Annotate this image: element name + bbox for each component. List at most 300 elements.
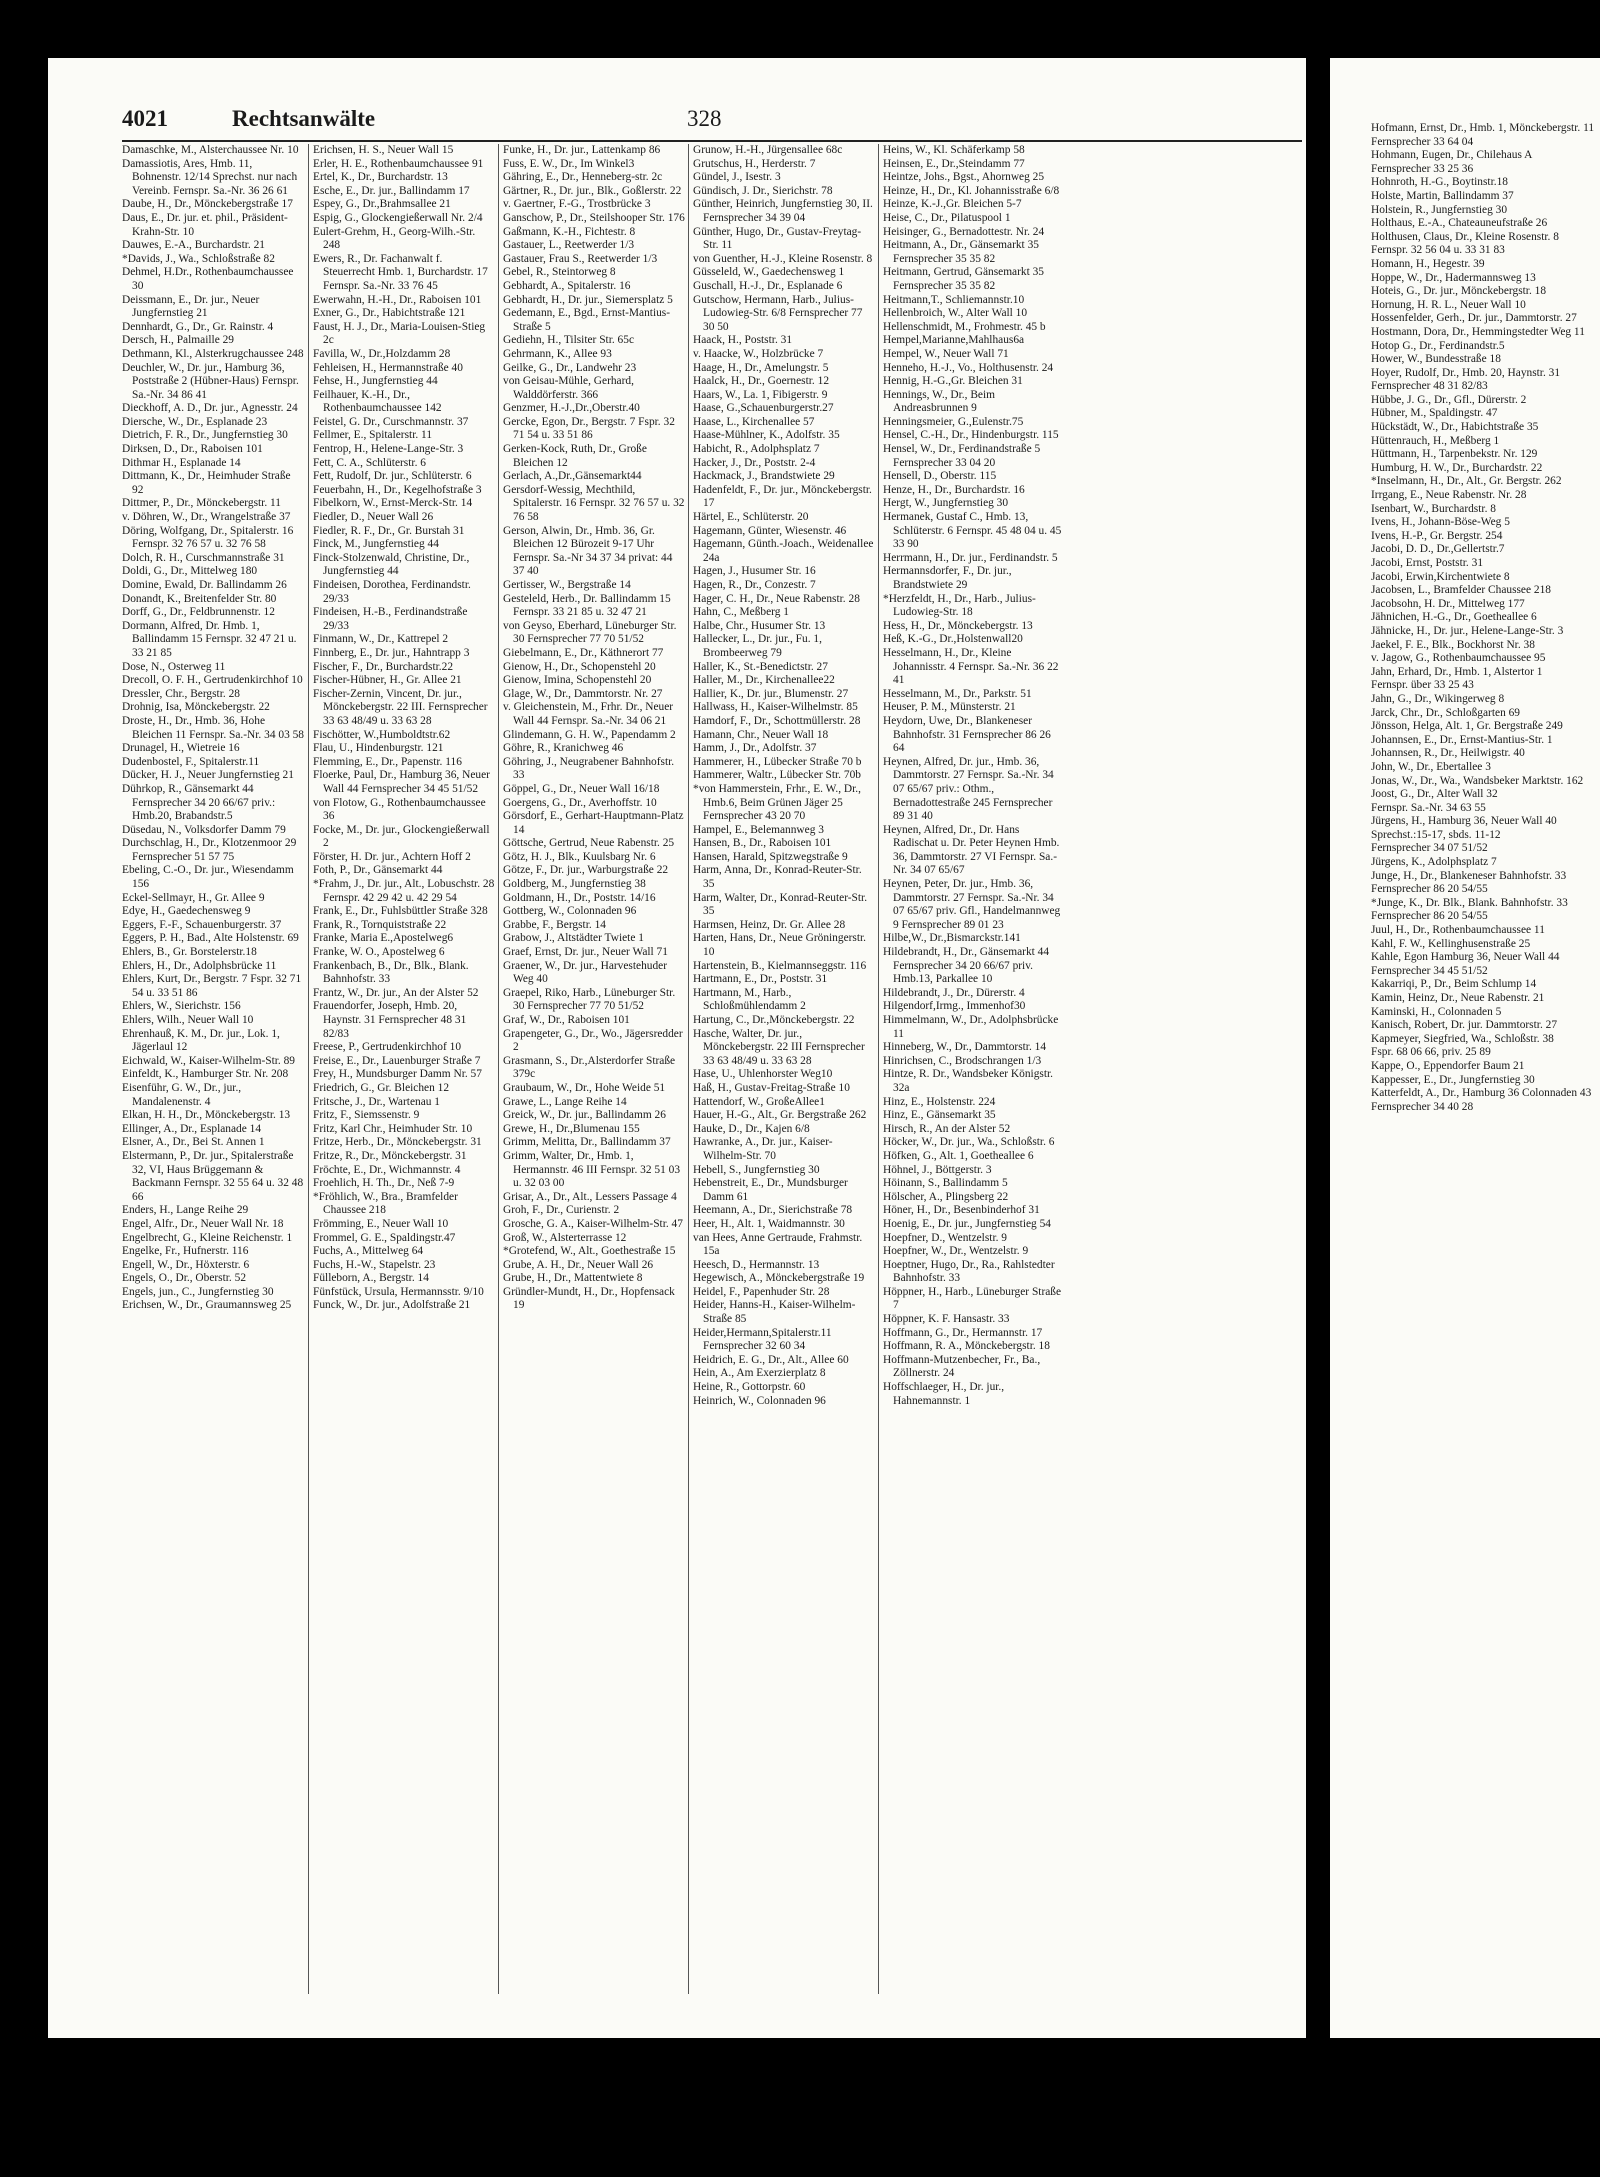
directory-entry: Eulert-Grehm, H., Georg-Wilh.-Str. 248 [313, 225, 476, 252]
directory-entry: Haalck, H., Dr., Goernestr. 12 [693, 375, 830, 388]
listing-column-2 [313, 144, 495, 1994]
directory-entry: Hauer, H.-G., Alt., Gr. Bergstraße 262 [693, 1109, 867, 1122]
directory-entry: Heß, K.-G., Dr.,Holstenwall20 [883, 633, 1023, 646]
directory-entry: Göttsche, Gertrud, Neue Rabenstr. 25 [503, 837, 675, 850]
directory-entry: Hohnroth, H.-G., Boytinstr.18 [1371, 176, 1509, 189]
directory-entry: Heynen, Alfred, Dr., Dr. Hans Radischat u. Dr. Peter Heynen Hmb. 36, Dammtorstr. 27 VI Fernspr. Sa.-Nr. 34 07 65/67 [883, 823, 1060, 877]
directory-entry: Höppner, K. F. Hansastr. 33 [883, 1313, 1010, 1326]
directory-entry: Kapmeyer, Siegfried, Wa., Schloßstr. 38 [1371, 1032, 1554, 1045]
directory-entry: Hempel, W., Neuer Wall 71 [883, 347, 1009, 360]
directory-entry: Holstein, R., Jungfernstieg 30 [1371, 203, 1508, 216]
directory-entry: Henningsmeier, G.,Eulenstr.75 [883, 415, 1024, 428]
directory-entry: Damaschke, M., Alsterchaussee Nr. 10 [122, 144, 299, 156]
directory-entry: Fernspr. 32 56 04 u. 33 31 83 [1371, 244, 1505, 257]
directory-entry: Drohnig, Isa, Mönckebergstr. 22 [122, 701, 270, 714]
directory-entry: Heydorn, Uwe, Dr., Blankeneser Bahnhofstr. 31 Fernsprecher 86 26 64 [883, 714, 1051, 755]
directory-entry: Heinze, K.-J.,Gr. Bleichen 5-7 [883, 198, 1022, 211]
directory-entry: Hallecker, L., Dr. jur., Fu. 1, Brombeerweg 79 [693, 633, 822, 659]
directory-entry: Graepel, Riko, Harb., Lüneburger Str. 30 Fernsprecher 77 70 51/52 [503, 986, 676, 1013]
directory-entry: Hase, U., Uhlenhorster Weg10 [693, 1068, 833, 1081]
directory-entry: Jahn, G., Dr., Wikingerweg 8 [1371, 692, 1505, 705]
directory-entry: Funck, W., Dr. jur., Adolfstraße 21 [313, 1299, 471, 1312]
directory-entry: Fspr. 68 06 66, priv. 25 89 [1371, 1046, 1491, 1059]
page-code: 4021 [122, 106, 168, 131]
directory-entry: Hagemann, Günth.-Joach., Weidenallee 24a [693, 538, 874, 564]
directory-entry: Heider,Hermann,Spitalerstr.11 Fernsprecher 32 60 34 [693, 1326, 832, 1353]
directory-entry: Johannsen, R., Dr., Heilwigstr. 40 [1371, 747, 1525, 760]
directory-entry: Findeisen, H.-B., Ferdinandstraße 29/33 [313, 606, 468, 632]
directory-entry: Giebelmann, E., Dr., Käthnerort 77 [503, 646, 664, 659]
directory-entry: Graubaum, W., Dr., Hohe Weide 51 [503, 1081, 666, 1094]
directory-entry: Engels, O., Dr., Oberstr. 52 [122, 1272, 247, 1285]
directory-entry: Fibelkorn, W., Ernst-Merck-Str. 14 [313, 497, 473, 510]
directory-entry: Jacobsen, L., Bramfelder Chaussee 218 [1371, 584, 1551, 597]
directory-entry: Hartung, C., Dr.,Mönckebergstr. 22 [693, 1014, 855, 1026]
listing-column-1 [122, 144, 304, 1994]
directory-entry: Heisinger, G., Bernadottestr. Nr. 24 [883, 225, 1045, 238]
directory-entry: Junge, H., Dr., Blankeneser Bahnhofstr. 33 [1371, 869, 1567, 882]
directory-entry: Grabow, J., Altstädter Twiete 1 [503, 932, 644, 945]
directory-entry: Harten, Hans, Dr., Neue Gröningerstr. 10 [693, 932, 867, 959]
directory-entry: Heinsen, E., Dr.,Steindamm 77 [883, 157, 1025, 170]
directory-entry: Höner, H., Dr., Besenbinderhof 31 [883, 1204, 1040, 1217]
directory-entry: Finmann, W., Dr., Kattrepel 2 [313, 633, 449, 646]
directory-entry: Hirsch, R., An der Alster 52 [883, 1122, 1011, 1135]
directory-entry: Fernspr. Sa.-Nr. 34 63 55 [1371, 801, 1486, 814]
directory-entry: Döring, Wolfgang, Dr., Spitalerstr. 16 Fernspr. 32 76 57 u. 32 76 58 [122, 524, 294, 551]
directory-entry: Frantz, W., Dr. jur., An der Alster 52 [313, 986, 479, 999]
directory-entry: Fehse, H., Jungfernstieg 44 [313, 375, 438, 388]
directory-entry: Heynen, Peter, Dr. jur., Hmb. 36, Dammtorstr. 27 Fernspr. Sa.-Nr. 34 07 65/67 priv. Gfl., Handelmannweg 9 Fernsprecher 89 01 23 [883, 878, 1061, 931]
directory-entry: Gaßmann, K.-H., Fichtestr. 8 [503, 225, 636, 238]
directory-entry: John, W., Dr., Ebertallee 3 [1371, 760, 1491, 773]
directory-entry: Graf, W., Dr., Raboisen 101 [503, 1014, 630, 1026]
directory-entry: Gähring, E., Dr., Henneberg-str. 2c [503, 171, 663, 184]
directory-entry: Engel, Alfr., Dr., Neuer Wall Nr. 18 [122, 1217, 284, 1230]
directory-entry: Jähnicke, H., Dr. jur., Helene-Lange-Str. 3 [1371, 624, 1564, 637]
directory-entry: Hoffmann, G., Dr., Hermannstr. 17 [883, 1326, 1043, 1339]
directory-entry: *Junge, K., Dr. Blk., Blank. Bahnhofstr. 33 [1371, 896, 1568, 909]
directory-entry: *von Hammerstein, Frhr., E. W., Dr., Hmb.6, Beim Grünen Jäger 25 Fernsprecher 43 20 70 [693, 782, 861, 823]
directory-entry: Höinann, S., Ballindamm 5 [883, 1177, 1008, 1190]
directory-entry: Frankenbach, B., Dr., Blk., Blank. Bahnhofstr. 33 [313, 959, 469, 986]
directory-entry: Hallwass, H., Kaiser-Wilhelmstr. 85 [693, 701, 858, 714]
directory-entry: *Inselmann, H., Dr., Alt., Gr. Bergstr. 262 [1371, 475, 1562, 488]
directory-entry: Hackmack, J., Brandstwiete 29 [693, 470, 835, 483]
directory-entry: Görsdorf, E., Gerhart-Hauptmann-Platz 14 [503, 810, 684, 836]
directory-entry: Ivens, H.-P., Gr. Bergstr. 254 [1371, 529, 1503, 542]
directory-entry: *Fröhlich, W., Bra., Bramfelder Chaussee 218 [313, 1190, 458, 1217]
directory-entry: Glage, W., Dr., Dammtorstr. Nr. 27 [503, 687, 663, 700]
directory-entry: Grimm, Walter, Dr., Hmb. 1, Hermannstr. 46 III Fernspr. 32 51 03 u. 32 03 00 [503, 1149, 681, 1190]
directory-entry: Fett, C. A., Schlüterstr. 6 [313, 456, 426, 469]
directory-entry: Dennhardt, G., Dr., Gr. Rainstr. 4 [122, 320, 274, 333]
directory-entry: Hüttenrauch, H., Meßberg 1 [1371, 434, 1500, 447]
directory-entry: Jahn, Erhard, Dr., Hmb. 1, Alstertor 1 [1371, 665, 1543, 678]
directory-entry: Heinze, H., Dr., Kl. Johannisstraße 6/8 [883, 184, 1060, 197]
directory-entry: Düsedau, N., Volksdorfer Damm 79 [122, 823, 286, 836]
directory-entry: Deissmann, E., Dr. jur., Neuer Jungfernstieg 21 [122, 293, 260, 320]
directory-entry: Götze, F., Dr. jur., Warburgstraße 22 [503, 864, 669, 877]
directory-entry: Himmelmann, W., Dr., Adolphsbrücke 11 [883, 1014, 1059, 1040]
directory-entry: Fischer-Zernin, Vincent, Dr. jur., Mönckebergstr. 22 III. Fernsprecher 33 63 48/49 u. 33 63 28 [313, 687, 488, 727]
directory-entry: Funke, H., Dr. jur., Lattenkamp 86 [503, 144, 661, 156]
directory-entry: Espig, G., Glockengießerwall Nr. 2/4 [313, 211, 483, 224]
directory-entry: Jähnichen, H.-G., Dr., Goetheallee 6 [1371, 611, 1537, 624]
directory-entry: Hennings, W., Dr., Beim Andreasbrunnen 9 [883, 388, 996, 415]
directory-entry: Eggers, F.-F., Schauenburgerstr. 37 [122, 918, 282, 931]
directory-entry: Heemann, A., Dr., Sierichstraße 78 [693, 1204, 853, 1217]
directory-entry: Dührkop, R., Gänsemarkt 44 Fernsprecher 34 20 66/67 priv.: Hmb.20, Brabandstr.5 [122, 782, 276, 823]
directory-entry: Groh, F., Dr., Curienstr. 2 [503, 1204, 620, 1217]
directory-entry: Grutschus, H., Herderstr. 7 [693, 157, 816, 170]
directory-entry: Göppel, G., Dr., Neuer Wall 16/18 [503, 782, 660, 795]
directory-entry: v. Gleichenstein, M., Frhr. Dr., Neuer Wall 44 Fernspr. Sa.-Nr. 34 06 21 [503, 701, 674, 727]
directory-entry: Hempel,Marianne,Mahlhaus6a [883, 334, 1025, 347]
directory-entry: Hagen, J., Husumer Str. 16 [693, 565, 816, 578]
directory-entry: Holthusen, Claus, Dr., Kleine Rosenstr. 8 [1371, 230, 1559, 243]
directory-entry: Kakarriqi, P., Dr., Beim Schlump 14 [1371, 978, 1537, 991]
directory-entry: Grabbe, F., Bergstr. 14 [503, 918, 606, 931]
directory-entry: Frey, H., Mundsburger Damm Nr. 57 [313, 1068, 482, 1081]
directory-entry: Humburg, H. W., Dr., Burchardstr. 22 [1371, 461, 1543, 474]
directory-entry: Haller, M., Dr., Kirchenallee22 [693, 674, 835, 687]
directory-entry: Haase, L., Kirchenallee 57 [693, 415, 815, 428]
directory-entry: Hossenfelder, Gerh., Dr. jur., Dammtorstr. 27 [1371, 312, 1577, 325]
directory-entry: Drunagel, H., Wietreie 16 [122, 742, 240, 755]
directory-entry: Gesteleld, Herb., Dr. Ballindamm 15 Fernspr. 33 21 85 u. 32 47 21 [503, 592, 671, 619]
directory-entry: Fiedler, R. F., Dr., Gr. Burstah 31 [313, 524, 465, 537]
directory-entry: Göhre, R., Kranichweg 46 [503, 742, 624, 755]
directory-entry: Frömming, E., Neuer Wall 10 [313, 1217, 449, 1230]
directory-entry: Höfken, G., Alt. 1, Goetheallee 6 [883, 1149, 1034, 1162]
directory-entry: Hölscher, A., Plingsberg 22 [883, 1190, 1009, 1203]
directory-entry: Gehrmann, K., Allee 93 [503, 347, 612, 360]
directory-entry: Grasmann, S., Dr.,Alsterdorfer Straße 379c [503, 1054, 676, 1081]
directory-entry: Gebel, R., Steintorweg 8 [503, 266, 616, 279]
directory-entry: Hamdorf, F., Dr., Schottmüllerstr. 28 [693, 714, 861, 727]
directory-entry: Fernsprecher 86 20 54/55 [1371, 883, 1488, 896]
directory-entry: Günther, Heinrich, Jungfernstieg 30, II. Fernsprecher 34 39 04 [693, 198, 873, 224]
directory-entry: Dauwes, E.-A., Burchardstr. 21 [122, 239, 265, 252]
directory-entry: Goldberg, M., Jungfernstieg 38 [503, 878, 646, 891]
directory-entry: Götz, H. J., Blk., Kuulsbarg Nr. 6 [503, 850, 656, 863]
directory-entry: Hager, C. H., Dr., Neue Rabenstr. 28 [693, 592, 860, 605]
listing-column-5 [883, 144, 1065, 1994]
directory-entry: Exner, G., Dr., Habichtstraße 121 [313, 307, 466, 320]
directory-entry: Hofmann, Ernst, Dr., Hmb. 1, Mönckebergstr. 11 [1371, 122, 1595, 134]
directory-entry: Feilhauer, K.-H., Dr., Rothenbaumchaussee 142 [313, 388, 442, 415]
directory-entry: Dorff, G., Dr., Feldbrunnenstr. 12 [122, 606, 275, 619]
directory-entry: Hahn, C., Meßberg 1 [693, 606, 789, 619]
directory-entry: Dressler, Chr., Bergstr. 28 [122, 687, 240, 700]
directory-entry: Ehlers, Kurt, Dr., Bergstr. 7 Fspr. 32 71 54 u. 33 51 86 [122, 973, 302, 999]
directory-entry: Katterfeldt, A., Dr., Hamburg 36 Colonnaden 43 [1371, 1087, 1592, 1100]
directory-entry: Jaekel, F. E., Blk., Bockhorst Nr. 38 [1371, 638, 1535, 651]
directory-entry: Heins, W., Kl. Schäferkamp 58 [883, 144, 1025, 156]
directory-entry: Heesch, D., Hermannstr. 13 [693, 1258, 820, 1271]
directory-entry: Ewers, R., Dr. Fachanwalt f. Steuerrecht Hmb. 1, Burchardstr. 17 Fernspr. Sa.-Nr. 33 76 45 [313, 252, 488, 292]
directory-entry: Kahle, Egon Hamburg 36, Neuer Wall 44 [1371, 951, 1560, 964]
directory-entry: Hoyer, Rudolf, Dr., Hmb. 20, Haynstr. 31 [1371, 366, 1561, 379]
directory-entry: Gienow, Imina, Schopenstehl 20 [503, 674, 652, 687]
directory-entry: Fuchs, H.-W., Stapelstr. 23 [313, 1258, 436, 1271]
directory-entry: Ehlers, Wilh., Neuer Wall 10 [122, 1014, 254, 1026]
directory-entry: Hensell, D., Oberstr. 115 [883, 470, 997, 483]
directory-entry: Heintze, Johs., Bgst., Ahornweg 25 [883, 171, 1045, 184]
directory-entry: Daube, H., Dr., Mönckebergstraße 17 [122, 198, 293, 211]
header-rule [122, 140, 1302, 142]
directory-entry: Göhring, J., Neugrabener Bahnhofstr. 33 [503, 755, 675, 782]
directory-entry: Gündel, J., Isestr. 3 [693, 171, 781, 184]
directory-entry: Fernsprecher 34 07 51/52 [1371, 842, 1488, 855]
directory-entry: Franke, Maria E.,Apostelweg6 [313, 932, 454, 945]
directory-entry: Gärtner, R., Dr. jur., Blk., Goßlerstr. 22 [503, 184, 682, 197]
directory-entry: Ehrenhauß, K. M., Dr. jur., Lok. 1, Jägerlaul 12 [122, 1027, 280, 1054]
directory-entry: Haller, K., St.-Benedictstr. 27 [693, 660, 828, 673]
directory-entry: Höcker, W., Dr. jur., Wa., Schloßstr. 6 [883, 1136, 1055, 1149]
directory-entry: Hoenig, E., Dr. jur., Jungfernstieg 54 [883, 1217, 1051, 1230]
directory-entry: Juul, H., Dr., Rothenbaumchaussee 11 [1371, 924, 1545, 937]
directory-entry: Eggers, P. H., Bad., Alte Holstenstr. 69 [122, 932, 299, 945]
directory-entry: Jacobsohn, H. Dr., Mittelweg 177 [1371, 597, 1525, 610]
directory-entry: Dehmel, H.Dr., Rothenbaumchaussee 30 [122, 266, 294, 292]
directory-entry: Dersch, H., Palmaille 29 [122, 334, 234, 347]
directory-entry: Gündisch, J. Dr., Sierichstr. 78 [693, 184, 833, 197]
directory-entry: Eckel-Sellmayr, H., Gr. Allee 9 [122, 891, 265, 904]
directory-entry: Hattendorf, W., GroßeAllee1 [693, 1095, 825, 1108]
directory-entry: Graef, Ernst, Dr. jur., Neuer Wall 71 [503, 946, 668, 959]
directory-entry: Gutschow, Hermann, Harb., Julius-Ludowieg-Str. 6/8 Fernsprecher 77 30 50 [693, 293, 863, 333]
directory-entry: von Geisau-Mühle, Gerhard, Walddörferstr. 366 [503, 375, 634, 401]
directory-entry: Fernsprecher 34 45 51/52 [1371, 964, 1488, 977]
directory-entry: Hein, A., Am Exerzierplatz 8 [693, 1367, 826, 1380]
directory-entry: Greick, W., Dr. jur., Ballindamm 26 [503, 1109, 666, 1122]
directory-entry: Gerken-Kock, Ruth, Dr., Große Bleichen 12 [503, 443, 647, 469]
directory-entry: Hoffmann-Mutzenbecher, Fr., Ba., Zöllnerstr. 24 [883, 1353, 1041, 1380]
directory-entry: Gienow, H., Dr., Schopenstehl 20 [503, 660, 656, 673]
directory-entry: Flau, U., Hindenburgstr. 121 [313, 742, 444, 755]
directory-entry: Hornung, H. R. L., Neuer Wall 10 [1371, 298, 1526, 311]
directory-entry: Hess, H., Dr., Mönckebergstr. 13 [883, 619, 1033, 632]
directory-entry: Hübner, M., Spaldingstr. 47 [1371, 407, 1498, 420]
directory-entry: Franke, W. O., Apostelweg 6 [313, 946, 445, 959]
directory-entry: Fritze, R., Dr., Mönckebergstr. 31 [313, 1149, 467, 1162]
directory-entry: Härtel, E., Schlüterstr. 20 [693, 511, 809, 524]
directory-entry: Edye, H., Gaedechensweg 9 [122, 905, 251, 918]
directory-entry: Enders, H., Lange Reihe 29 [122, 1204, 249, 1217]
directory-entry: Jacobi, D. D., Dr.,Gellertstr.7 [1371, 543, 1505, 556]
directory-entry: Gottberg, W., Colonnaden 96 [503, 905, 637, 918]
directory-entry: Heise, C., Dr., Pilatuspool 1 [883, 211, 1011, 224]
directory-entry: Hensel, W., Dr., Ferdinandstraße 5 Fernsprecher 33 04 20 [883, 443, 1041, 469]
directory-entry: Hammerer, Waltr., Lübecker Str. 70b [693, 769, 861, 782]
directory-entry: Grunow, H.-H., Jürgensallee 68c [693, 144, 843, 156]
directory-entry: Eisenführ, G. W., Dr., jur., Mandalenenstr. 4 [122, 1081, 242, 1108]
directory-entry: Förster, H. Dr. jur., Achtern Hoff 2 [313, 850, 471, 863]
directory-entry: van Hees, Anne Gertraude, Frahmstr. 15a [693, 1231, 863, 1258]
directory-entry: Hartmann, E., Dr., Poststr. 31 [693, 973, 828, 986]
directory-entry: Ellinger, A., Dr., Esplanade 14 [122, 1122, 262, 1135]
directory-entry: Gastauer, Frau S., Reetwerder 1/3 [503, 252, 658, 265]
column-divider [308, 144, 309, 1994]
directory-entry: Gründler-Mundt, H., Dr., Hopfensack 19 [503, 1285, 675, 1312]
directory-entry: Glindemann, G. H. W., Papendamm 2 [503, 728, 676, 741]
directory-entry: Jonas, W., Dr., Wa., Wandsbeker Marktstr. 162 [1371, 774, 1584, 787]
directory-entry: *Herzfeldt, H., Dr., Harb., Julius-Ludowieg-Str. 18 [883, 592, 1036, 619]
directory-entry: Hebell, S., Jungfernstieg 30 [693, 1163, 820, 1176]
directory-entry: Hammerer, H., Lübecker Straße 70 b [693, 755, 862, 768]
directory-entry: Jürgens, H., Hamburg 36, Neuer Wall 40 [1371, 815, 1557, 828]
directory-entry: Jönsson, Helga, Alt. 1, Gr. Bergstraße 249 [1371, 720, 1563, 733]
directory-entry: Hergt, W., Jungfernstieg 30 [883, 497, 1009, 510]
directory-entry: Hower, W., Bundesstraße 18 [1371, 353, 1501, 366]
directory-entry: Foth, P., Dr., Gänsemarkt 44 [313, 864, 443, 877]
directory-entry: Fritz, F., Siemssenstr. 9 [313, 1109, 420, 1122]
directory-entry: Gedemann, E., Bgd., Ernst-Mantius-Straße 5 [503, 307, 671, 333]
directory-entry: Graener, W., Dr. jur., Harvestehuder Weg 40 [503, 959, 668, 986]
directory-entry: Fritze, Herb., Dr., Mönckebergstr. 31 [313, 1136, 482, 1149]
directory-entry: Fehleisen, H., Hermannstraße 40 [313, 361, 463, 374]
directory-entry: Ewerwahn, H.-H., Dr., Raboisen 101 [313, 293, 482, 306]
directory-entry: Jarck, Chr., Dr., Schloßgarten 69 [1371, 706, 1521, 719]
directory-entry: Harm, Walter, Dr., Konrad-Reuter-Str. 35 [693, 891, 868, 918]
directory-entry: Gebhardt, A., Spitalerstr. 16 [503, 279, 631, 292]
directory-entry: Gastauer, L., Reetwerder 1/3 [503, 239, 635, 252]
directory-entry: Irrgang, E., Neue Rabenstr. Nr. 28 [1371, 489, 1527, 502]
directory-entry: v. Gaertner, F.-G., Trostbrücke 3 [503, 198, 651, 211]
directory-entry: *Grotefend, W., Alt., Goethestraße 15 [503, 1245, 676, 1258]
directory-entry: *Frahm, J., Dr. jur., Alt., Lobuschstr. 28 Fernspr. 42 29 42 u. 42 29 54 [313, 878, 495, 904]
directory-entry: Hallier, K., Dr. jur., Blumenstr. 27 [693, 687, 849, 700]
directory-entry: Domine, Ewald, Dr. Ballindamm 26 [122, 579, 287, 591]
directory-entry: Fuss, E. W., Dr., Im Winkel3 [503, 157, 635, 170]
directory-entry: Daus, E., Dr. jur. et. phil., Präsident-Krahn-Str. 10 [122, 211, 288, 238]
directory-entry: Heuser, P. M., Münsterstr. 21 [883, 701, 1016, 714]
directory-entry: Ehlers, H., Dr., Adolphsbrücke 11 [122, 959, 277, 972]
directory-entry: Ertel, K., Dr., Burchardstr. 13 [313, 171, 448, 184]
directory-entry: Isenbart, W., Burchardstr. 8 [1371, 502, 1496, 515]
directory-entry: Fett, Rudolf, Dr. jur., Schlüterstr. 6 [313, 470, 472, 483]
directory-entry: Grawe, L., Lange Reihe 14 [503, 1095, 627, 1108]
directory-entry: Esche, E., Dr. jur., Ballindamm 17 [313, 184, 470, 197]
directory-entry: v. Döhren, W., Dr., Wrangelstraße 37 [122, 511, 291, 524]
directory-entry: Haase-Mühlner, K., Adolfstr. 35 [693, 429, 840, 442]
directory-entry: Haß, H., Gustav-Freitag-Straße 10 [693, 1081, 850, 1094]
directory-entry: Fellmer, E., Spitalerstr. 11 [313, 429, 433, 442]
directory-entry: Grube, H., Dr., Mattentwiete 8 [503, 1272, 643, 1285]
directory-entry: Elsner, A., Dr., Bei St. Annen 1 [122, 1136, 265, 1149]
directory-entry: Espey, G., Dr.,Brahmsallee 21 [313, 198, 451, 211]
directory-entry: Fritz, Karl Chr., Heimhuder Str. 10 [313, 1122, 473, 1135]
directory-entry: Engelbrecht, G., Kleine Reichenstr. 1 [122, 1231, 293, 1244]
directory-entry: Fuchs, A., Mittelweg 64 [313, 1245, 424, 1258]
page-header [122, 106, 1302, 138]
page-number: 328 [687, 106, 722, 131]
directory-entry: Güsseleld, W., Gaedechensweg 1 [693, 266, 845, 279]
directory-entry: Kaminski, H., Colonnaden 5 [1371, 1005, 1502, 1018]
directory-entry: Hagen, R., Dr., Conzestr. 7 [693, 579, 816, 591]
directory-entry: Kanisch, Robert, Dr. jur. Dammtorstr. 27 [1371, 1019, 1558, 1032]
directory-entry: Hoteis, G., Dr. jur., Mönckebergstr. 18 [1371, 285, 1547, 298]
directory-entry: Gediehn, H., Tilsiter Str. 65c [503, 334, 634, 347]
directory-entry: von Guenther, H.-J., Kleine Rosenstr. 8 [693, 252, 873, 265]
directory-entry: Gerlach, A.,Dr.,Gänsemarkt44 [503, 470, 642, 483]
directory-entry: Heider, Hanns-H., Kaiser-Wilhelm-Straße 85 [693, 1299, 856, 1326]
directory-entry: Hampel, E., Belemannweg 3 [693, 823, 824, 836]
directory-entry: Finnberg, E., Dr. jur., Hahntrapp 3 [313, 646, 470, 659]
directory-entry: Dittmer, P., Dr., Mönckebergstr. 11 [122, 497, 281, 510]
directory-entry: Dietrich, F. R., Dr., Jungfernstieg 30 [122, 429, 288, 442]
directory-entry: Findeisen, Dorothea, Ferdinandstr. 29/33 [313, 579, 471, 605]
directory-entry: Ganschow, P., Dr., Steilshooper Str. 176 [503, 211, 685, 224]
directory-entry: Hansen, Harald, Spitzwegstraße 9 [693, 850, 848, 863]
directory-entry: Fentrop, H., Helene-Lange-Str. 3 [313, 443, 464, 456]
directory-entry: Herrmann, H., Dr. jur., Ferdinandstr. 5 [883, 551, 1058, 564]
directory-entry: Finck-Stolzenwald, Christine, Dr., Jungfernstieg 44 [313, 551, 470, 578]
directory-entry: Geilke, G., Dr., Landwehr 23 [503, 361, 637, 374]
directory-entry: Fernsprecher 86 20 54/55 [1371, 910, 1488, 923]
directory-entry: Frank, R., Tornquiststraße 22 [313, 918, 447, 931]
directory-entry: Dirksen, D., Dr., Raboisen 101 [122, 443, 263, 456]
directory-entry: Hensel, C.-H., Dr., Hindenburgstr. 115 [883, 429, 1059, 442]
directory-entry: Hilgendorf,Irmg., Immenhof30 [883, 1000, 1026, 1013]
directory-entry: Fülleborn, A., Bergstr. 14 [313, 1272, 429, 1285]
directory-entry: Drecoll, O. F. H., Gertrudenkirchhof 10 [122, 674, 303, 687]
directory-entry: Haars, W., La. 1, Fibigerstr. 9 [693, 388, 828, 401]
directory-entry: v. Jagow, G., Rothenbaumchaussee 95 [1371, 652, 1546, 665]
directory-entry: Kahl, F. W., Kellinghusenstraße 25 [1371, 937, 1531, 950]
directory-entry: Hagemann, Günter, Wiesenstr. 46 [693, 524, 847, 537]
directory-entry: Freese, P., Gertrudenkirchhof 10 [313, 1041, 462, 1054]
directory-entry: Faust, H. J., Dr., Maria-Louisen-Stieg 2c [313, 320, 486, 347]
directory-entry: Diersche, W., Dr., Esplanade 23 [122, 415, 268, 428]
directory-entry: Genzmer, H.-J.,Dr.,Oberstr.40 [503, 402, 640, 415]
directory-entry: Gercke, Egon, Dr., Bergstr. 7 Fspr. 32 71 54 u. 33 51 86 [503, 415, 675, 442]
directory-entry: Harm, Anna, Dr., Konrad-Reuter-Str. 35 [693, 864, 862, 891]
directory-entry: Heine, R., Gottorpstr. 60 [693, 1381, 806, 1394]
directory-entry: Fiedler, D., Neuer Wall 26 [313, 511, 434, 524]
directory-entry: Hoppe, W., Dr., Hadermannsweg 13 [1371, 271, 1536, 284]
directory-entry: Ehlers, W., Sierichstr. 156 [122, 1000, 241, 1013]
directory-entry: Johannsen, E., Dr., Ernst-Mantius-Str. 1 [1371, 733, 1553, 746]
directory-entry: Ebeling, C.-O., Dr. jur., Wiesendamm 156 [122, 864, 294, 891]
directory-entry: Goergens, G., Dr., Averhoffstr. 10 [503, 796, 657, 809]
directory-entry: Dose, N., Osterweg 11 [122, 660, 226, 673]
directory-entry: Gersdorf-Wessig, Mechthild, Spitalerstr. 16 Fernspr. 32 76 57 u. 32 76 58 [503, 483, 685, 524]
directory-entry: Deuchler, W., Dr. jur., Hamburg 36, Poststraße 2 (Hübner-Haus) Fernspr. Sa.-Nr. 34 86 41 [122, 361, 299, 401]
directory-entry: Hauke, D., Dr., Kajen 6/8 [693, 1122, 810, 1135]
directory-entry: Freise, E., Dr., Lauenburger Straße 7 [313, 1054, 481, 1067]
directory-entry: Dethmann, Kl., Alsterkrugchaussee 248 [122, 347, 304, 360]
directory-entry: Hebenstreit, E., Dr., Mundsburger Damm 61 [693, 1177, 848, 1203]
directory-entry: Hoffschlaeger, H., Dr. jur., Hahnemannstr. 1 [883, 1381, 1005, 1407]
directory-entry: Hoepfner, D., Wentzelstr. 9 [883, 1231, 1007, 1244]
directory-entry: Kappesser, E., Dr., Jungfernstieg 30 [1371, 1073, 1535, 1086]
column-divider [498, 144, 499, 1994]
directory-entry: Gertisser, W., Bergstraße 14 [503, 579, 631, 591]
directory-entry: Dücker, H. J., Neuer Jungfernstieg 21 [122, 769, 294, 782]
directory-entry: Elkan, H. H., Dr., Mönckebergstr. 13 [122, 1109, 291, 1122]
directory-entry: Heitmann,T., Schliemannstr.10 [883, 293, 1025, 306]
directory-entry: Flemming, E., Dr., Papenstr. 116 [313, 755, 462, 768]
directory-entry: Gebhardt, H., Dr. jur., Siemersplatz 5 [503, 293, 673, 306]
directory-entry: Holthaus, E.-A., Chateauneufstraße 26 [1371, 217, 1548, 230]
directory-entry: Eichwald, W., Kaiser-Wilhelm-Str. 89 [122, 1054, 295, 1067]
directory-entry: Hasche, Walter, Dr. jur., Mönckebergstr. 22 III Fernsprecher 33 63 48/49 u. 33 63 28 [693, 1027, 865, 1067]
directory-entry: Hacker, J., Dr., Poststr. 2-4 [693, 456, 816, 469]
directory-entry: Elstermann, P., Dr. jur., Spitalerstraße 32, VI, Haus Brüggemann & Backmann Fernspr. 32 55 64 u. 32 48 66 [122, 1149, 304, 1203]
